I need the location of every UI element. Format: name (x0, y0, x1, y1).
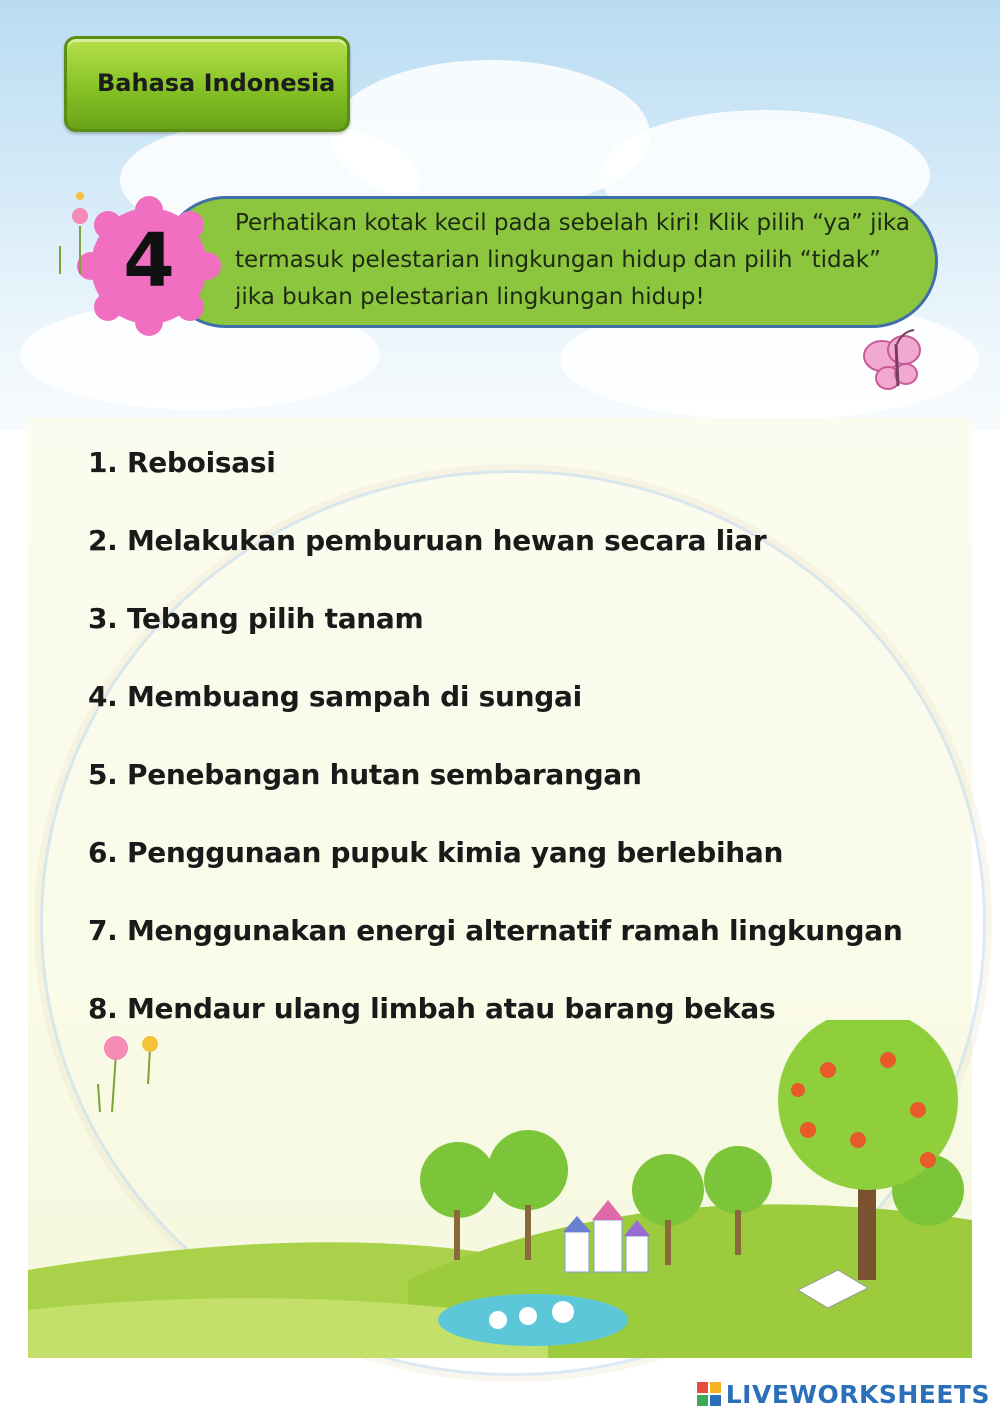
subject-label-text: Bahasa Indonesia (97, 69, 336, 97)
list-item: 3. Tebang pilih tanam (88, 602, 424, 635)
liveworksheets-brand (696, 1374, 990, 1414)
list-item: 4. Membuang sampah di sungai (88, 680, 582, 713)
subject-label (64, 36, 350, 132)
flower-icon (50, 186, 110, 276)
list-item: 1. Reboisasi (88, 446, 276, 479)
list-item: 8. Mendaur ulang limbah atau barang bekas (88, 992, 776, 1025)
brand-text: LIVEWORKSHEETS (725, 1379, 990, 1409)
landscape-illustration (28, 1020, 972, 1358)
instruction-bubble (160, 196, 938, 328)
list-item: 5. Penebangan hutan sembarangan (88, 758, 642, 791)
liveworksheets-logo-icon (696, 1381, 722, 1407)
cloud (330, 60, 650, 210)
list-item: 2. Melakukan pemburuan hewan secara liar (88, 524, 767, 557)
butterfly-icon (858, 326, 932, 400)
list-item: 7. Menggunakan energi alternatif ramah lingkungan (88, 914, 903, 947)
question-number: 4 (123, 218, 175, 304)
list-item: 6. Penggunaan pupuk kimia yang berlebihan (88, 836, 784, 869)
instruction-text: Perhatikan kotak kecil pada sebelah kiri! Klik pilih “ya” jika termasuk pelestarian lingkungan hidup dan pilih “tidak” jika bukan pelestarian lingkungan hidup! (235, 210, 910, 310)
